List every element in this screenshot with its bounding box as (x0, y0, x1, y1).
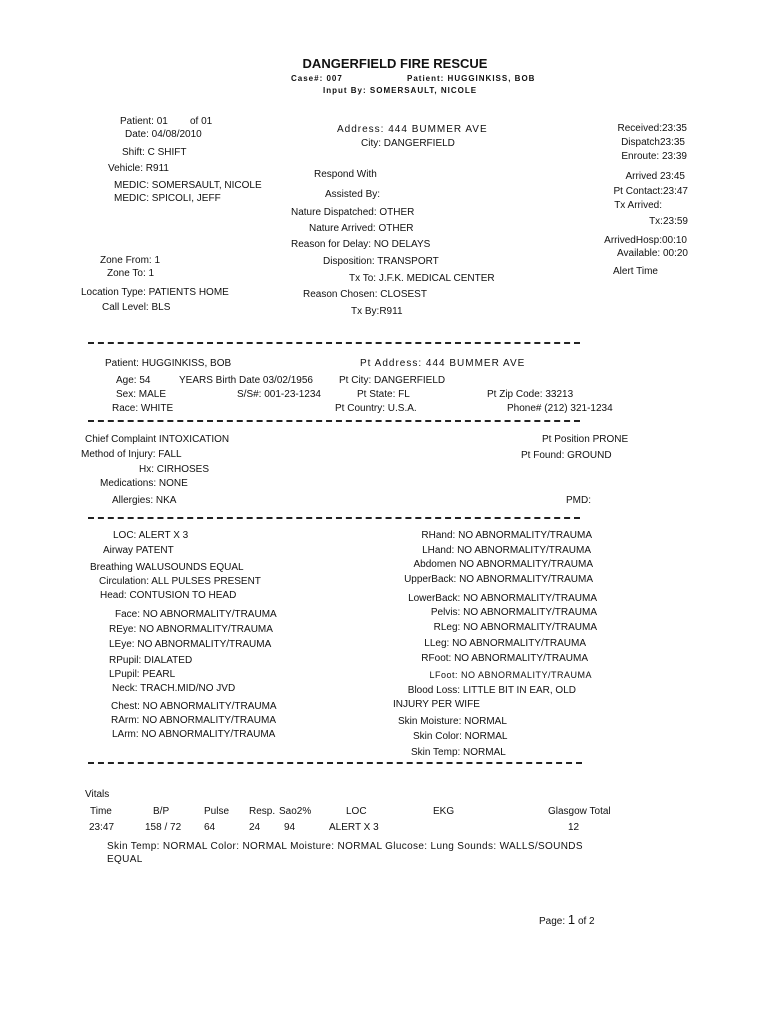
divider (88, 342, 580, 344)
assess-skin-color: Skin Color: NORMAL (413, 731, 508, 742)
time-dispatch: Dispatch23:35 (621, 137, 685, 148)
assess-head: Head: CONTUSION TO HEAD (100, 590, 237, 601)
incident-address: Address: 444 BUMMER AVE (337, 124, 488, 135)
allergies: Allergies: NKA (112, 495, 177, 506)
assess-lpupil: LPupil: PEARL (109, 669, 176, 680)
page-of: of 2 (577, 916, 595, 927)
demo-patient: Patient: HUGGINKISS, BOB (105, 358, 232, 369)
assess-rfoot: RFoot: NO ABNORMALITY/TRAUMA (421, 653, 588, 664)
demo-birth-date: YEARS Birth Date 03/02/1956 (179, 375, 313, 386)
assess-blood-loss-cont: INJURY PER WIFE (393, 699, 480, 710)
assess-reye: REye: NO ABNORMALITY/TRAUMA (109, 624, 273, 635)
assess-rpupil: RPupil: DIALATED (109, 655, 193, 666)
vitals-header-pulse: Pulse (204, 806, 230, 817)
assess-rhand: RHand: NO ABNORMALITY/TRAUMA (421, 530, 592, 541)
medications: Medications: NONE (100, 478, 188, 489)
shift: Shift: C SHIFT (122, 147, 187, 158)
demo-age: Age: 54 (116, 375, 151, 386)
time-available: Available: 00:20 (617, 248, 688, 259)
assess-rarm: RArm: NO ABNORMALITY/TRAUMA (111, 715, 277, 726)
vitals-glasgow: 12 (568, 822, 580, 833)
disposition: Disposition: TRANSPORT (323, 256, 439, 267)
alert-time: Alert Time (612, 266, 658, 277)
vitals-header-time: Time (90, 806, 112, 817)
vitals-header-resp: Resp. (249, 806, 276, 817)
vitals-notes: Skin Temp: NORMAL Color: NORMAL Moisture: NORMAL Glucose: Lung Sounds: WALLS/SOUNDS (107, 841, 583, 852)
vehicle: Vehicle: R911 (108, 163, 169, 174)
assess-pelvis: Pelvis: NO ABNORMALITY/TRAUMA (430, 607, 597, 618)
time-tx-arrived: Tx Arrived: (614, 200, 662, 211)
time-received: Received:23:35 (617, 123, 687, 134)
pt-found: Pt Found: GROUND (521, 450, 612, 461)
assess-chest: Chest: NO ABNORMALITY/TRAUMA (111, 701, 277, 712)
assess-lfoot: LFoot: NO ABNORMALITY/TRAUMA (429, 670, 592, 680)
demo-pt-state: Pt State: FL (357, 389, 410, 400)
time-pt-contact: Pt Contact:23:47 (613, 186, 688, 197)
method-of-injury: Method of Injury: FALL (81, 449, 182, 460)
call-level: Call Level: BLS (102, 302, 171, 313)
time-enroute: Enroute: 23:39 (621, 151, 687, 162)
medic-1: MEDIC: SOMERSAULT, NICOLE (114, 180, 262, 191)
respond-with: Respond With (314, 169, 377, 180)
vitals-header-glasgow: Glasgow Total (548, 806, 611, 817)
vitals-notes-cont: EQUAL (107, 854, 143, 865)
nature-arrived: Nature Arrived: OTHER (309, 223, 414, 234)
medical-history: Hx: CIRHOSES (139, 464, 210, 475)
tx-by: Tx By:R911 (351, 306, 403, 317)
vitals-header-sao2: Sao2% (279, 806, 312, 817)
assess-breathing: Breathing WALUSOUNDS EQUAL (90, 562, 244, 573)
divider (88, 420, 580, 422)
medic-2: MEDIC: SPICOLI, JEFF (114, 193, 221, 204)
assess-lowerback: LowerBack: NO ABNORMALITY/TRAUMA (408, 593, 597, 604)
assess-airway: Airway PATENT (103, 545, 174, 556)
input-by: Input By: SOMERSAULT, NICOLE (323, 86, 478, 95)
vitals-resp: 24 (249, 822, 261, 833)
assess-blood-loss: Blood Loss: LITTLE BIT IN EAR, OLD (407, 685, 576, 696)
vitals-loc: ALERT X 3 (329, 822, 379, 833)
assess-loc: LOC: ALERT X 3 (113, 530, 189, 541)
time-tx: Tx:23:59 (649, 216, 688, 227)
assess-neck: Neck: TRACH.MID/NO JVD (112, 683, 236, 694)
assess-rleg: RLeg: NO ABNORMALITY/TRAUMA (433, 622, 597, 633)
vitals-header-ekg: EKG (433, 806, 455, 817)
assisted-by: Assisted By: (325, 189, 381, 200)
patient-number: Patient: 01 (120, 116, 168, 127)
patient-of: of 01 (190, 116, 213, 127)
assess-skin-moisture: Skin Moisture: NORMAL (398, 716, 507, 727)
demo-phone: Phone# (212) 321-1234 (507, 403, 613, 414)
report-title: DANGERFIELD FIRE RESCUE (302, 56, 488, 71)
assess-abdomen: Abdomen NO ABNORMALITY/TRAUMA (413, 559, 593, 570)
page-indicator (539, 914, 595, 928)
header-patient: Patient: HUGGINKISS, BOB (407, 74, 536, 83)
vitals-sao2: 94 (284, 822, 296, 833)
reason-for-delay: Reason for Delay: NO DELAYS (291, 239, 431, 250)
pt-position: Pt Position PRONE (542, 434, 629, 445)
assess-leye: LEye: NO ABNORMALITY/TRAUMA (109, 639, 272, 650)
time-arrived: Arrived 23:45 (625, 171, 685, 182)
time-arrived-hosp: ArrivedHosp:00:10 (604, 235, 687, 246)
vitals-header-bp: B/P (153, 806, 170, 817)
demo-race: Race: WHITE (112, 403, 174, 414)
demo-ssn: S/S#: 001-23-1234 (237, 389, 321, 400)
assess-face: Face: NO ABNORMALITY/TRAUMA (115, 609, 277, 620)
divider (88, 762, 582, 764)
assess-circulation: Circulation: ALL PULSES PRESENT (99, 576, 261, 587)
reason-chosen: Reason Chosen: CLOSEST (303, 289, 427, 300)
vitals-time: 23:47 (89, 822, 115, 833)
assess-larm: LArm: NO ABNORMALITY/TRAUMA (112, 729, 276, 740)
demo-pt-city: Pt City: DANGERFIELD (339, 375, 446, 386)
demo-pt-address: Pt Address: 444 BUMMER AVE (360, 358, 526, 369)
vitals-bp: 158 / 72 (145, 822, 182, 833)
zone-to: Zone To: 1 (107, 268, 155, 279)
assess-upperback: UpperBack: NO ABNORMALITY/TRAUMA (404, 574, 593, 585)
zone-from: Zone From: 1 (100, 255, 161, 266)
assess-lhand: LHand: NO ABNORMALITY/TRAUMA (422, 545, 591, 556)
assess-lleg: LLeg: NO ABNORMALITY/TRAUMA (424, 638, 586, 649)
demo-pt-zip: Pt Zip Code: 33213 (487, 389, 574, 400)
vitals-title: Vitals (85, 789, 110, 800)
chief-complaint: Chief Complaint INTOXICATION (85, 434, 230, 445)
pmd: PMD: (566, 495, 591, 506)
incident-date: Date: 04/08/2010 (125, 129, 202, 140)
page-label: Page: (539, 916, 566, 927)
assess-skin-temp: Skin Temp: NORMAL (411, 747, 506, 758)
nature-dispatched: Nature Dispatched: OTHER (291, 207, 415, 218)
demo-pt-country: Pt Country: U.S.A. (335, 403, 417, 414)
case-number: Case#: 007 (291, 74, 343, 83)
tx-to: Tx To: J.F.K. MEDICAL CENTER (349, 273, 495, 284)
page-number: 1 (567, 912, 576, 927)
location-type: Location Type: PATIENTS HOME (81, 287, 229, 298)
demo-sex: Sex: MALE (116, 389, 167, 400)
incident-city: City: DANGERFIELD (361, 138, 455, 149)
vitals-pulse: 64 (204, 822, 216, 833)
vitals-header-loc: LOC (346, 806, 367, 817)
divider (88, 517, 580, 519)
